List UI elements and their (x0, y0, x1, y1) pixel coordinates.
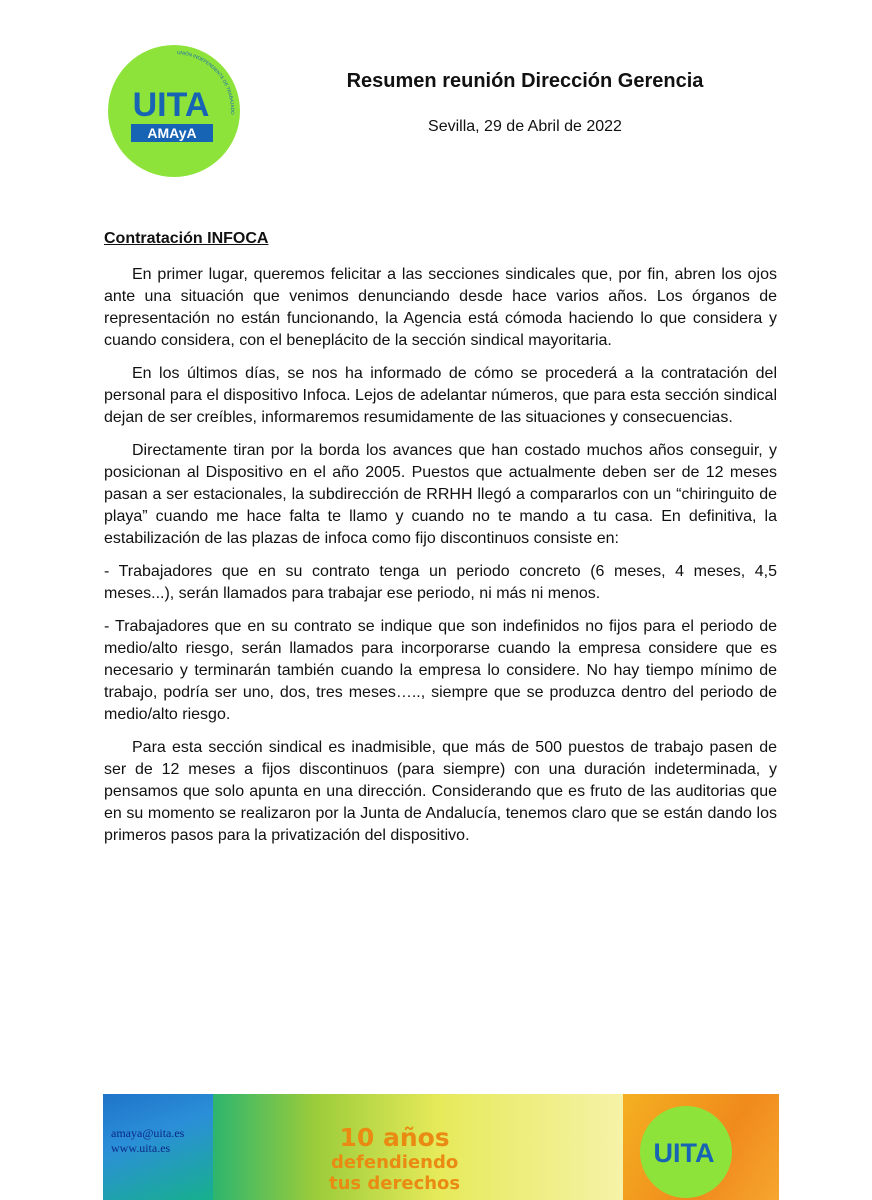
section-title: Contratación INFOCA (104, 230, 269, 247)
paragraph-hiring: En los últimos días, se nos ha informado de cómo se procederá a la contratación del personal para el dispositivo Infoca. Lejos de adelantar números, que para esta sección sindical dejan de ser creíbles, informaremos resumidamente de las situaciones y consecuencias. (104, 365, 777, 426)
footer-email[interactable]: amaya@uita.es (111, 1126, 185, 1140)
footer-web[interactable]: www.uita.es (111, 1141, 171, 1155)
footer-contact (111, 1126, 184, 1156)
footer-logo-name: UITA (653, 1138, 715, 1168)
slogan-line-3: tus derechos (329, 1173, 461, 1194)
document-date: Sevilla, 29 de Abril de 2022 (428, 118, 622, 135)
footer-uita-logo (622, 1102, 742, 1198)
document-title: Resumen reunión Dirección Gerencia (346, 70, 704, 92)
document-body (104, 228, 777, 858)
footer-contact-panel (103, 1094, 213, 1200)
list-item-indefinite: - Trabajadores que en su contrato se indique que son indefinidos no fijos para el periodo de medio/alto riesgo, serán llamados para incorporarse cuando la empresa considere que es necesario y terminarán también cuando la empresa lo considere. No hay tiempo mínimo de trabajo, podría ser uno, dos, tres meses….., siempre que se produzca dentro del periodo de medio/alto riesgo. (104, 618, 777, 723)
uita-amaya-logo (107, 44, 241, 178)
slogan-line-2: defendiendo (330, 1152, 459, 1173)
logo-sub: AMAyA (147, 125, 197, 141)
list-item-fixed-period: - Trabajadores que en su contrato tenga un periodo concreto (6 meses, 4 meses, 4,5 meses...), serán llamados para trabajar ese periodo, ni más ni menos. (104, 563, 777, 602)
paragraph-intro: En primer lugar, queremos felicitar a las secciones sindicales que, por fin, abren los ojos ante una situación que venimos denunciando desde hace varios años. Los órganos de representación no están funcionando, la Agencia está cómoda haciendo lo que considera y cuando considera, con el beneplácito de la sección sindical mayoritaria. (104, 266, 777, 349)
footer-slogan (329, 1124, 460, 1194)
slogan-line-1: 10 años (339, 1123, 450, 1152)
footer-banner (103, 1094, 779, 1200)
logo-ring-text: UNIÓN INDEPENDIENTE DE TRABAJADO (176, 49, 236, 115)
logo-name: UITA (132, 86, 210, 124)
paragraph-consequences: Directamente tiran por la borda los avances que han costado muchos años conseguir, y posicionan al Dispositivo en el año 2005. Puestos que actualmente deben ser de 12 meses pasan a ser estacionales, la subdirección de RRHH llegó a compararlos con un “chiringuito de playa” cuando me hace falta te llamo y cuando no te mando a tu casa. En definitiva, la estabilización de las plazas de infoca como fijo discontinuos consiste en: (104, 442, 777, 547)
paragraph-conclusion: Para esta sección sindical es inadmisible, que más de 500 puestos de trabajo pasen de ser de 12 meses a fijos discontinuos (para siempre) con una duración indeterminada, y pensamos que solo apunta en una dirección. Considerando que es fruto de las auditorias que en su momento se realizaron por la Junta de Andalucía, tenemos claro que se están dando los primeros pasos para la privatización del dispositivo. (104, 739, 777, 844)
